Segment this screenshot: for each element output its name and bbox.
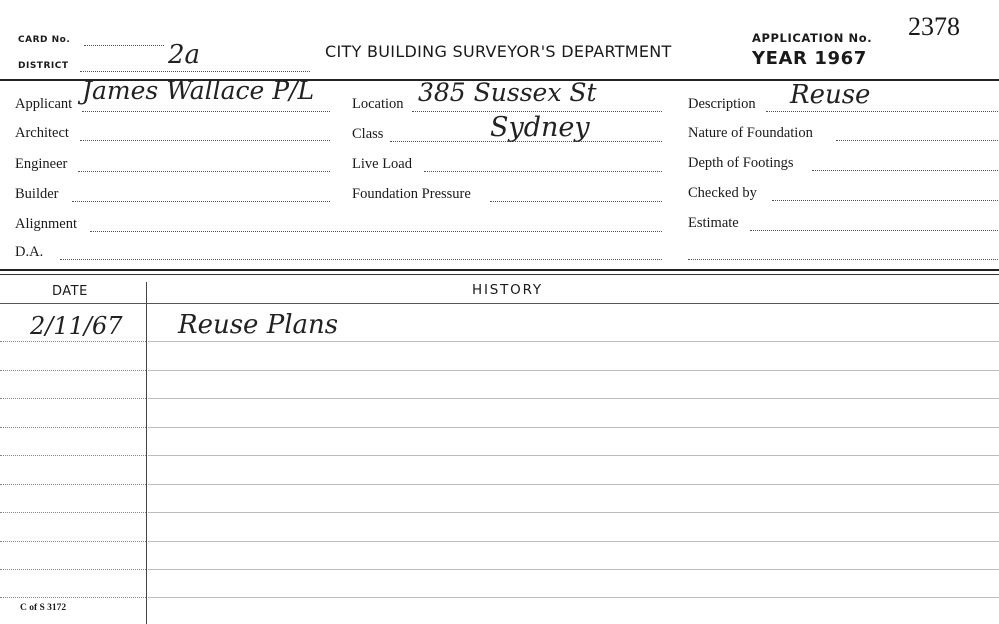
applicant-label: Applicant [15,96,73,112]
class-label: Class [352,126,384,142]
checked-by-label: Checked by [688,185,757,201]
district-label: DISTRICT [18,61,69,71]
district-value: 2a [168,40,201,70]
history-header-line [0,303,999,304]
nature-of-foundation-line [836,140,998,141]
nature-of-foundation-label: Nature of Foundation [688,125,813,141]
alignment-label: Alignment [15,216,78,232]
foundation-pressure-line [490,201,662,202]
depth-of-footings-line [812,170,998,171]
engineer-label: Engineer [15,156,68,172]
architect-label: Architect [15,125,69,141]
description-value: Reuse [790,80,871,110]
architect-line [80,140,330,141]
card-no-label: CARD No. [18,35,71,45]
applicant-line [82,111,330,112]
engineer-line [78,171,330,172]
depth-of-footings-label: Depth of Footings [688,155,794,171]
year-label: YEAR 1967 [752,48,867,69]
application-no-value: 2378 [908,12,960,41]
builder-line [72,201,330,202]
fields-divider-1 [0,269,999,271]
applicant-value: James Wallace P/L [82,76,315,105]
application-no-label: APPLICATION No. [752,31,873,45]
alignment-line [90,231,662,232]
description-line [766,111,998,112]
date-column-header: DATE [52,284,88,299]
department-title: CITY BUILDING SURVEYOR'S DEPARTMENT [325,42,672,61]
builder-label: Builder [15,186,59,202]
foundation-pressure-label: Foundation Pressure [352,186,471,202]
class-line [390,141,662,142]
history-entry-date: 2/11/67 [30,312,123,340]
history-column-header: HISTORY [472,282,543,298]
live-load-line [424,171,662,172]
da-line [60,259,662,260]
column-divider [146,282,147,624]
estimate-label: Estimate [688,215,739,231]
estimate-line [750,230,998,231]
district-line [80,71,310,72]
location-value-line2: Sydney [490,112,590,143]
location-label: Location [352,96,404,112]
form-code: C of S 3172 [20,603,67,613]
da-label: D.A. [15,244,44,260]
fields-divider-2 [0,274,999,275]
location-value-line1: 385 Sussex St [418,78,597,107]
description-label: Description [688,96,756,112]
card-no-line [84,45,164,46]
checked-by-line [772,200,998,201]
live-load-label: Live Load [352,156,412,172]
estimate-line-2 [688,259,998,260]
history-entry-text: Reuse Plans [178,310,339,340]
